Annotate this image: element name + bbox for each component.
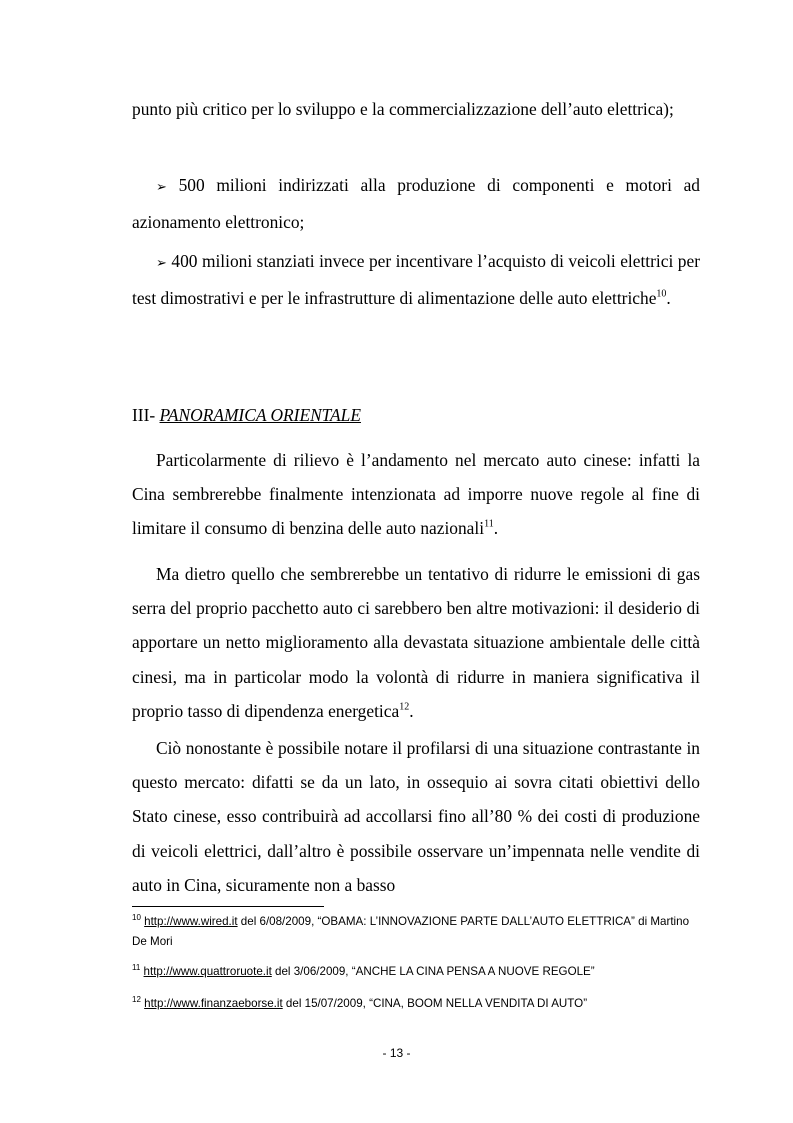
footnote-11: $^{11}$ http://www.quattroruote.it del 3/06/2009, “ANCHE LA CINA PENSA A NUOVE REGOLE” [132,963,595,978]
bullet-item-500-milioni: ➢ 500 milioni indirizzati alla produzione di componenti e motori ad azionamento elettronico; [132,175,700,233]
section-title: PANORAMICA ORIENTALE [159,405,361,425]
footnote-10: $^{10}$ http://www.wired.it del 6/08/2009, “OBAMA: L’INNOVAZIONE PARTE DALL’AUTO ELETTRICA” di Martino De Mori [132,913,690,948]
section-heading [132,405,361,426]
footnote-ref-10[interactable]: 10 [656,288,667,300]
bullet-item-400-milioni: ➢ 400 milioni stanziati invece per incentivare l’acquisto di veicoli elettrici per test dimostrativi e per le infrastrutture di alimentazione delle auto elettriche$^{10}$. [132,251,700,309]
arrow-bullet-icon: ➢ [156,256,167,271]
arrow-bullet-icon: ➢ [156,180,167,195]
paragraph-situazione-contrastante: Ciò nonostante è possibile notare il profilarsi di una situazione contrastante in questo mercato: difatti se da un lato, in ossequio ai sovra citati obiettivi dello Stato cinese, esso contribuirà ad accollarsi fino all’80 % dei costi di produzione di veicoli elettrici, dall’altro è possibile osservare un’impennata nelle vendite di auto in Cina, sicuramente non a basso [132,738,700,895]
section-number: III- [132,405,156,425]
paragraph-continuation: punto più critico per lo sviluppo e la commercializzazione dell’auto elettrica); [132,99,674,119]
page-number: - 13 - [382,1046,411,1060]
footnote-ref-12[interactable]: 12 [399,701,410,713]
footnote-link[interactable]: http://www.quattroruote.it [143,965,272,978]
footnote-ref-11[interactable]: 11 [484,518,494,530]
footnote-link[interactable]: http://www.wired.it [144,915,238,928]
paragraph-mercato-cinese: Particolarmente di rilievo è l’andamento nel mercato auto cinese: infatti la Cina sembrerebbe finalmente intenzionata ad imporre nuove regole al fine di limitare il consumo di benzina delle auto nazionali$^{11}$. [132,450,700,539]
paragraph-motivazioni: Ma dietro quello che sembrerebbe un tentativo di ridurre le emissioni di gas serra del proprio pacchetto auto ci sarebbero ben altre motivazioni: il desiderio di apportare un netto miglioramento alla devastata situazione ambientale delle città cinesi, ma in particolar modo la volontà di ridurre in maniera significativa il proprio tasso di dipendenza energetica$^{12}$. [132,564,700,721]
footnote-link[interactable]: http://www.finanzaeborse.it [144,997,283,1010]
footnote-separator [132,906,324,907]
footnote-12: $^{12}$ http://www.finanzaeborse.it del 15/07/2009, “CINA, BOOM NELLA VENDITA DI AUTO” [132,995,588,1010]
